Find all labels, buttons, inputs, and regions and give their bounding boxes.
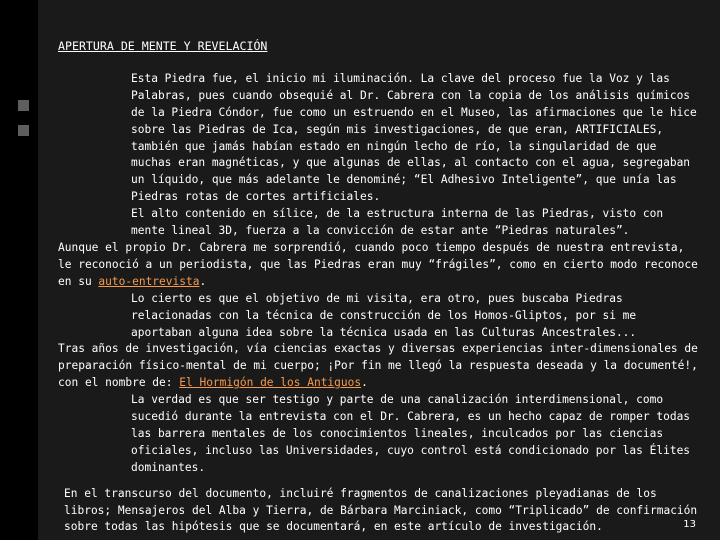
decorative-bar [18, 52, 29, 85]
slide-title: APERTURA DE MENTE Y REVELACIÓN [58, 39, 268, 53]
paragraph-1: Esta Piedra fue, el inicio mi iluminación. La clave del proceso fue la Voz y las Palabras, pues cuando obsequié al Dr. Cabrera con la copia de los análisis químicos de la Piedra Cóndor, fue como un estruendo en el Museo, las afirmaciones que le hice sobre las Piedras de Ica, según mis investigaciones, de que eran, ARTIFICIALES, también que jamás habían estado en ningún lecho de río, la singularidad de que muchas eran magnéticas, y que algunas de ellas, al contacto con el agua, segregaban un líquido, que más adelante le denominé; “El Adhesivo Inteligente”, que unía las Piedras rotas de cortes artificiales. [131, 71, 697, 204]
paragraph-2: El alto contenido en sílice, de la estructura interna de las Piedras, visto con mente lineal 3D, fuerza a la convicción de estar ante “Piedras naturales”. [131, 207, 664, 238]
auto-entrevista-link[interactable]: auto-entrevista [98, 274, 200, 288]
hormigon-link[interactable]: El Hormigón de los Antiguos [179, 376, 362, 390]
paragraph-5-text: Tras años de investigación, vía ciencias exactas y diversas experiencias inter-dimensionales de preparación físico-mental de mi cuerpo; ¡Por fin me llegó la respuesta deseada y la documenté!, con el nombre de: [58, 342, 698, 390]
decorative-square [18, 125, 29, 136]
paragraph-5 [58, 341, 698, 392]
paragraph-5-end: . [361, 376, 368, 390]
paragraph-6: La verdad es que ser testigo y parte de una canalización interdimensional, como sucedió durante la entrevista con el Dr. Cabrera, es un hecho capaz de romper todas las barrera mentales de los conocimientos lineales, inculcados por las ciencias oficiales, incluso las Universidades, cuyo control está condicionado por las Élites dominantes. [131, 393, 691, 474]
paragraph-3-text: Aunque el propio Dr. Cabrera me sorprendió, cuando poco tiempo después de nuestra entrevista, le reconoció a un periodista, que las Piedras eran muy “frágiles”, como en cierto modo reconoce en su [58, 240, 698, 288]
slide-content [58, 38, 698, 536]
decorative-square [18, 100, 29, 111]
paragraph-7: En el transcurso del documento, incluiré fragmentos de canalizaciones pleyadianas de los libros; Mensajeros del Alba y Tierra, de Bárbara Marciniack, como “Triplicado” de confirmación sobre todas las hipótesis que se documentará, en este artículo de investigación. [64, 486, 698, 534]
paragraph-3-end: . [199, 274, 207, 288]
page-number: 13 [683, 519, 696, 530]
paragraph-4: Lo cierto es que el objetivo de mi visita, era otro, pues buscaba Piedras relacionadas con la técnica de construcción de los Homos-Gliptos, por si me aportaban alguna idea sobre la técnica usada en las Culturas Ancestrales... [131, 291, 637, 339]
paragraph-3 [58, 240, 698, 291]
